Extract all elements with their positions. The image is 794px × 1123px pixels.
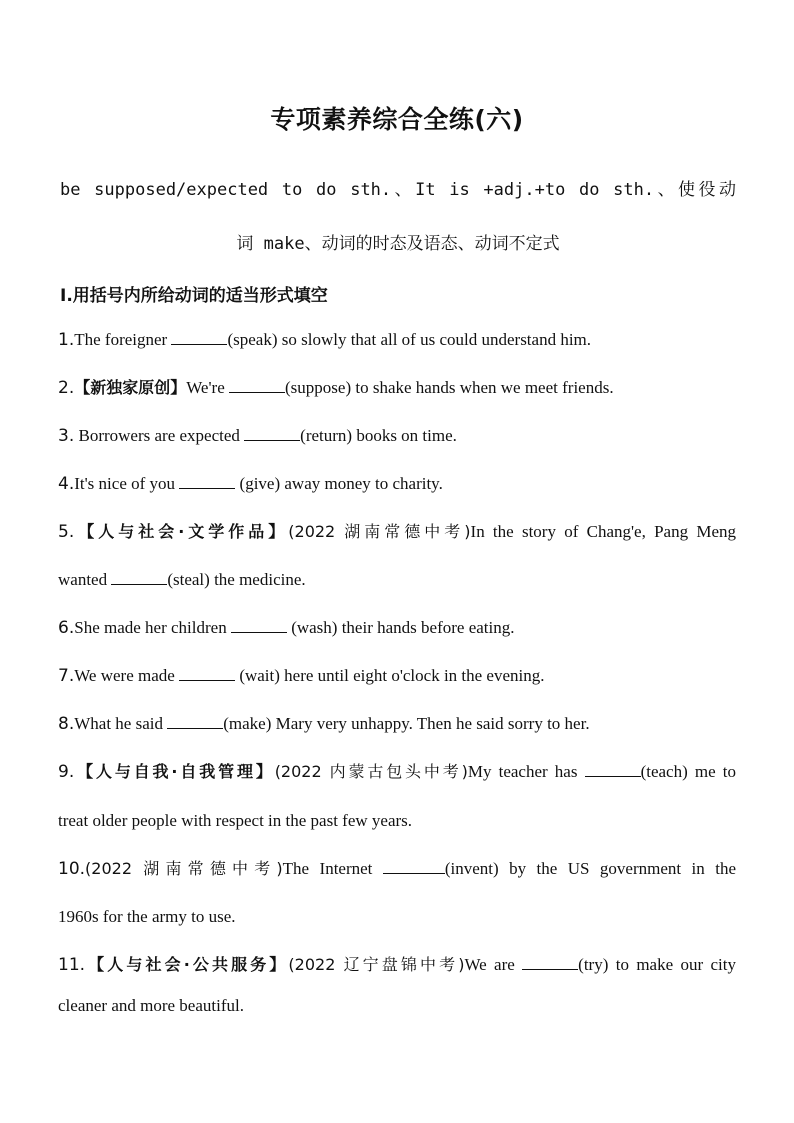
- question-text: What he said: [74, 714, 168, 733]
- question-2: [58, 377, 736, 399]
- answer-blank[interactable]: [171, 329, 227, 345]
- question-5: [58, 521, 736, 543]
- question-tag: 【新独家原创】: [74, 378, 187, 397]
- question-tag: 【人与自我·自我管理】: [74, 762, 275, 781]
- question-text: In the story of Chang'e, Pang Meng: [470, 522, 736, 541]
- question-6: [58, 617, 736, 639]
- answer-blank[interactable]: [585, 761, 641, 777]
- question-7: [58, 665, 736, 687]
- question-text: My teacher has: [467, 762, 585, 781]
- answer-blank[interactable]: [179, 473, 235, 489]
- question-number: 8.: [58, 714, 75, 734]
- question-text: wanted: [58, 570, 112, 589]
- page-title: 专项素养综合全练(六): [270, 105, 524, 134]
- question-1: [58, 329, 736, 351]
- question-10: [58, 858, 736, 880]
- question-10-continuation: 1960s for the army to use.: [58, 907, 236, 926]
- question-3: [58, 425, 736, 447]
- question-number: 5.: [58, 522, 75, 542]
- question-tag: 【人与社会·文学作品】: [74, 522, 289, 541]
- question-text: (suppose) to shake hands when we meet friends.: [285, 378, 614, 397]
- question-text: We are: [464, 955, 523, 974]
- question-9: [58, 761, 736, 783]
- subtitle-line-2: 词 make、动词的时态及语态、动词不定式: [236, 234, 560, 254]
- question-text: (return) books on time.: [300, 426, 457, 445]
- question-number: 7.: [58, 666, 75, 686]
- question-8: [58, 713, 736, 735]
- question-number: 10.: [58, 859, 86, 879]
- question-number: 9.: [58, 762, 75, 782]
- question-text: She made her children: [74, 618, 231, 637]
- question-source: (2022 湖南常德中考): [85, 859, 283, 878]
- question-text: The foreigner: [74, 330, 172, 349]
- question-text: (make) Mary very unhappy. Then he said sorry to her.: [223, 714, 590, 733]
- answer-blank[interactable]: [522, 954, 578, 970]
- question-4: [58, 473, 736, 495]
- question-text: (teach) me to: [640, 762, 736, 781]
- question-source: (2022 辽宁盘锦中考): [288, 955, 465, 974]
- question-text: It's nice of you: [74, 474, 180, 493]
- question-text: (give) away money to charity.: [235, 474, 443, 493]
- question-text: (speak) so slowly that all of us could understand him.: [227, 330, 592, 349]
- question-5-continuation: [58, 569, 736, 591]
- section-heading: Ⅰ.用括号内所给动词的适当形式填空: [60, 286, 328, 306]
- question-text: (try) to make our city: [578, 955, 736, 974]
- question-number: 3.: [58, 426, 75, 446]
- question-number: 11.: [58, 955, 86, 975]
- question-tag: 【人与社会·公共服务】: [85, 955, 289, 974]
- answer-blank[interactable]: [167, 713, 223, 729]
- answer-blank[interactable]: [231, 617, 287, 633]
- answer-blank[interactable]: [383, 858, 445, 874]
- answer-blank[interactable]: [229, 377, 285, 393]
- question-text: Borrowers are expected: [74, 426, 245, 445]
- question-text: The Internet: [282, 859, 383, 878]
- question-9-continuation: treat older people with respect in the past few years.: [58, 811, 413, 830]
- question-text: We were made: [74, 666, 180, 685]
- question-number: 2.: [58, 378, 75, 398]
- question-number: 4.: [58, 474, 75, 494]
- question-text: (wait) here until eight o'clock in the evening.: [235, 666, 545, 685]
- question-text: (wash) their hands before eating.: [286, 618, 515, 637]
- question-source: (2022 内蒙古包头中考): [274, 762, 468, 781]
- question-text: (invent) by the US government in the: [444, 859, 736, 878]
- question-source: (2022 湖南常德中考): [288, 522, 471, 541]
- question-11: [58, 954, 736, 976]
- question-11-continuation: cleaner and more beautiful.: [58, 996, 244, 1015]
- answer-blank[interactable]: [179, 665, 235, 681]
- subtitle-line-1: be supposed/expected to do sth.、It is +adj.+to do sth.、使役动: [60, 180, 736, 200]
- answer-blank[interactable]: [244, 425, 300, 441]
- question-text: We're: [186, 378, 229, 397]
- question-text: (steal) the medicine.: [167, 570, 306, 589]
- question-number: 6.: [58, 618, 75, 638]
- answer-blank[interactable]: [111, 569, 167, 585]
- question-number: 1.: [58, 330, 75, 350]
